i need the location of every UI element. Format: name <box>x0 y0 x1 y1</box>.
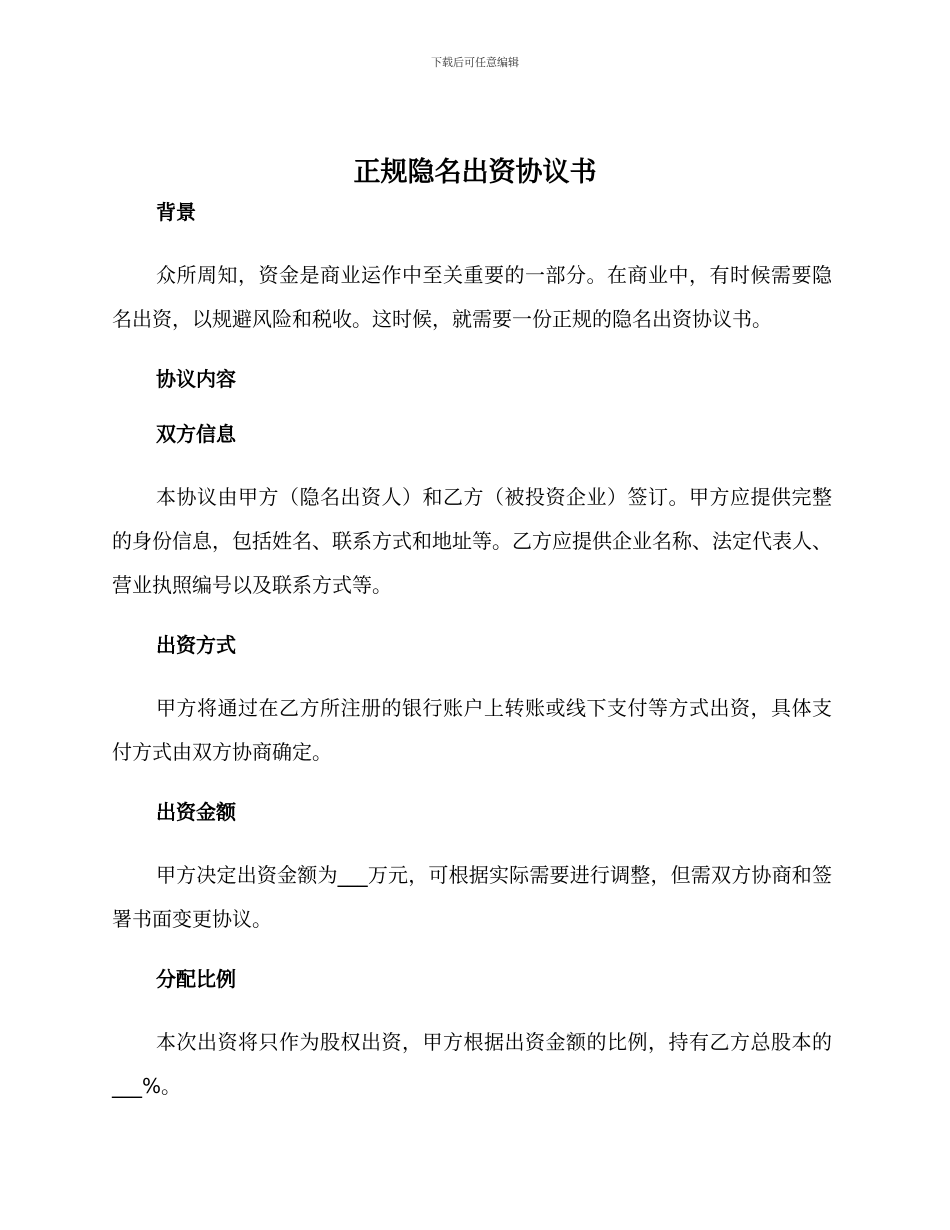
section-heading-agreement: 协议内容 <box>156 367 236 391</box>
section-text-ratio: 本次出资将只作为股权出资，甲方根据出资金额的比例，持有乙方总股本的___%。 <box>112 1030 832 1098</box>
document-title: 正规隐名出资协议书 <box>353 157 597 188</box>
header-note: 下载后可任意编辑 <box>431 56 519 69</box>
section-text-parties: 本协议由甲方（隐名出资人）和乙方（被投资企业）签订。甲方应提供完整的身份信息，包括姓名、联系方式和地址等。乙方应提供企业名称、法定代表人、营业执照编号以及联系方式等。 <box>112 485 832 597</box>
section-text-method: 甲方将通过在乙方所注册的银行账户上转账或线下支付等方式出资，具体支付方式由双方协商确定。 <box>112 696 832 764</box>
section-text-background: 众所周知，资金是商业运作中至关重要的一部分。在商业中，有时候需要隐名出资，以规避风险和税收。这时候，就需要一份正规的隐名出资协议书。 <box>112 263 832 331</box>
section-heading-method: 出资方式 <box>156 633 236 657</box>
section-text-amount: 甲方决定出资金额为___万元，可根据实际需要进行调整，但需双方协商和签署书面变更协议。 <box>112 863 832 931</box>
section-heading-background: 背景 <box>156 200 196 224</box>
section-heading-ratio: 分配比例 <box>156 967 236 991</box>
section-heading-parties: 双方信息 <box>156 422 236 446</box>
document-body <box>112 198 832 1118</box>
section-heading-amount: 出资金额 <box>156 800 236 824</box>
